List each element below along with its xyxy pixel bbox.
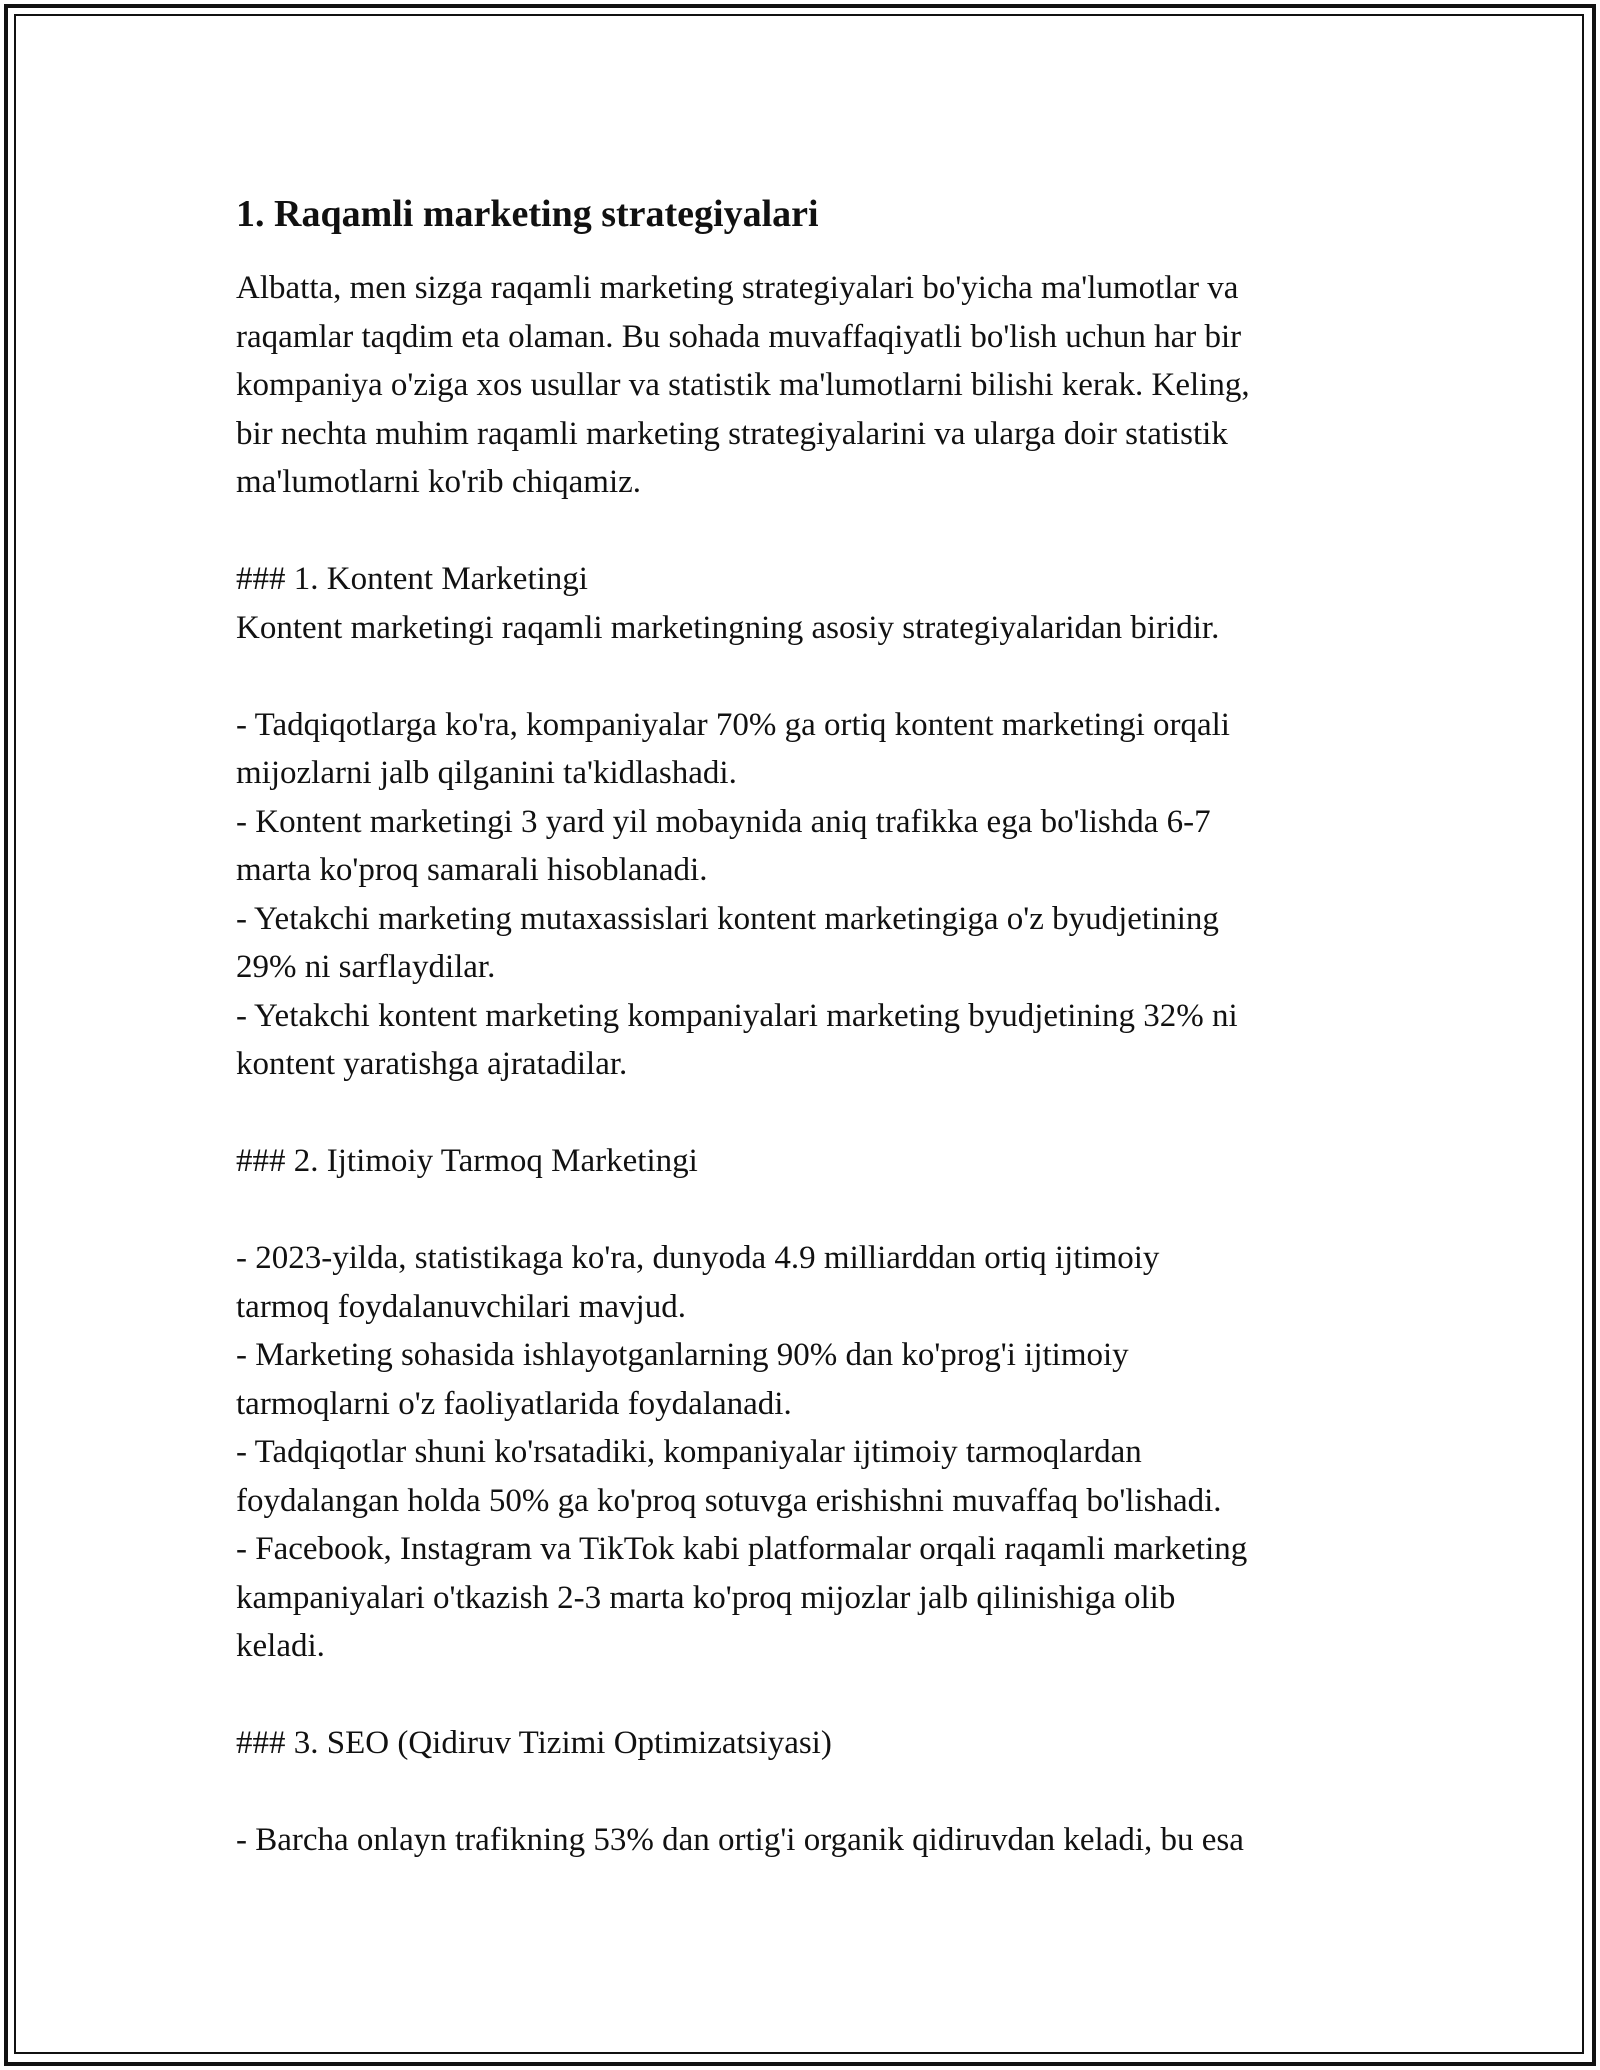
spacer — [236, 652, 1386, 701]
spacer — [236, 1089, 1386, 1138]
list-item-line: - Tadqiqotlarga ko'ra, kompaniyalar 70% ga ortiq kontent marketingi orqali — [236, 706, 1230, 743]
intro-paragraph — [236, 264, 1386, 507]
intro-line: Albatta, men sizga raqamli marketing strategiyalari bo'yicha ma'lumotlar va — [236, 270, 1239, 306]
document-body — [236, 186, 1386, 1865]
list-item-line: kontent yaratishga ajratadilar. — [236, 1046, 628, 1082]
list-item-line: marta ko'proq samarali hisoblanadi. — [236, 852, 708, 888]
spacer — [236, 507, 1386, 556]
list-item-line: keladi. — [236, 1628, 325, 1664]
list-item-line: - Tadqiqotlar shuni ko'rsatadiki, kompaniyalar ijtimoiy tarmoqlardan — [236, 1434, 1142, 1470]
section-heading: ### 3. SEO (Qidiruv Tizimi Optimizatsiyasi) — [236, 1725, 832, 1761]
section-content-marketing — [236, 555, 1386, 1089]
list-item-line: - Kontent marketingi 3 yard yil mobaynida aniq trafikka ega bo'lishda 6-7 — [236, 803, 1211, 840]
spacer — [236, 1186, 1386, 1235]
intro-line: raqamlar taqdim eta olaman. Bu sohada muvaffaqiyatli bo'lish uchun har bir — [236, 318, 1242, 355]
intro-line: bir nechta muhim raqamli marketing strategiyalarini va ularga doir statistik — [236, 415, 1228, 452]
section-seo — [236, 1719, 1386, 1865]
list-item-line: foydalangan holda 50% ga ko'proq sotuvga erishishni muvaffaq bo'lishadi. — [236, 1482, 1222, 1519]
spacer — [236, 1768, 1386, 1817]
list-item-line: tarmoq foydalanuvchilari mavjud. — [236, 1288, 686, 1325]
list-item-line: mijozlarni jalb qilganini ta'kidlashadi. — [236, 755, 737, 791]
list-item-line: 29% ni sarflaydilar. — [236, 949, 496, 985]
list-item-line: tarmoqlarni o'z faoliyatlarida foydalanadi. — [236, 1385, 792, 1422]
list-item-line: - 2023-yilda, statistikaga ko'ra, dunyoda 4.9 milliarddan ortiq ijtimoiy — [236, 1240, 1160, 1276]
spacer — [236, 1671, 1386, 1720]
section-subtitle: Kontent marketingi raqamli marketingning asosiy strategiyalaridan biridir. — [236, 609, 1220, 646]
section-social-media-marketing — [236, 1137, 1386, 1671]
intro-line: kompaniya o'ziga xos usullar va statistik ma'lumotlarni bilishi kerak. Keling, — [236, 367, 1250, 403]
list-item-line: - Yetakchi kontent marketing kompaniyalari marketing byudjetining 32% ni — [236, 997, 1238, 1034]
section-heading: ### 2. Ijtimoiy Tarmoq Marketingi — [236, 1143, 698, 1179]
list-item-line: kampaniyalari o'tkazish 2-3 marta ko'proq mijozlar jalb qilinishiga olib — [236, 1579, 1176, 1616]
section-heading: ### 1. Kontent Marketingi — [236, 561, 588, 597]
list-item-line: - Barcha onlayn trafikning 53% dan ortig'i organik qidiruvdan keladi, bu esa — [236, 1822, 1244, 1858]
list-item-line: - Facebook, Instagram va TikTok kabi platformalar orqali raqamli marketing — [236, 1531, 1248, 1567]
page-title: 1. Raqamli marketing strategiyalari — [236, 193, 819, 235]
list-item-line: - Marketing sohasida ishlayotganlarning 90% dan ko'prog'i ijtimoiy — [236, 1337, 1129, 1373]
list-item-line: - Yetakchi marketing mutaxassislari kontent marketingiga o'z byudjetining — [236, 900, 1219, 937]
intro-line: ma'lumotlarni ko'rib chiqamiz. — [236, 464, 642, 500]
